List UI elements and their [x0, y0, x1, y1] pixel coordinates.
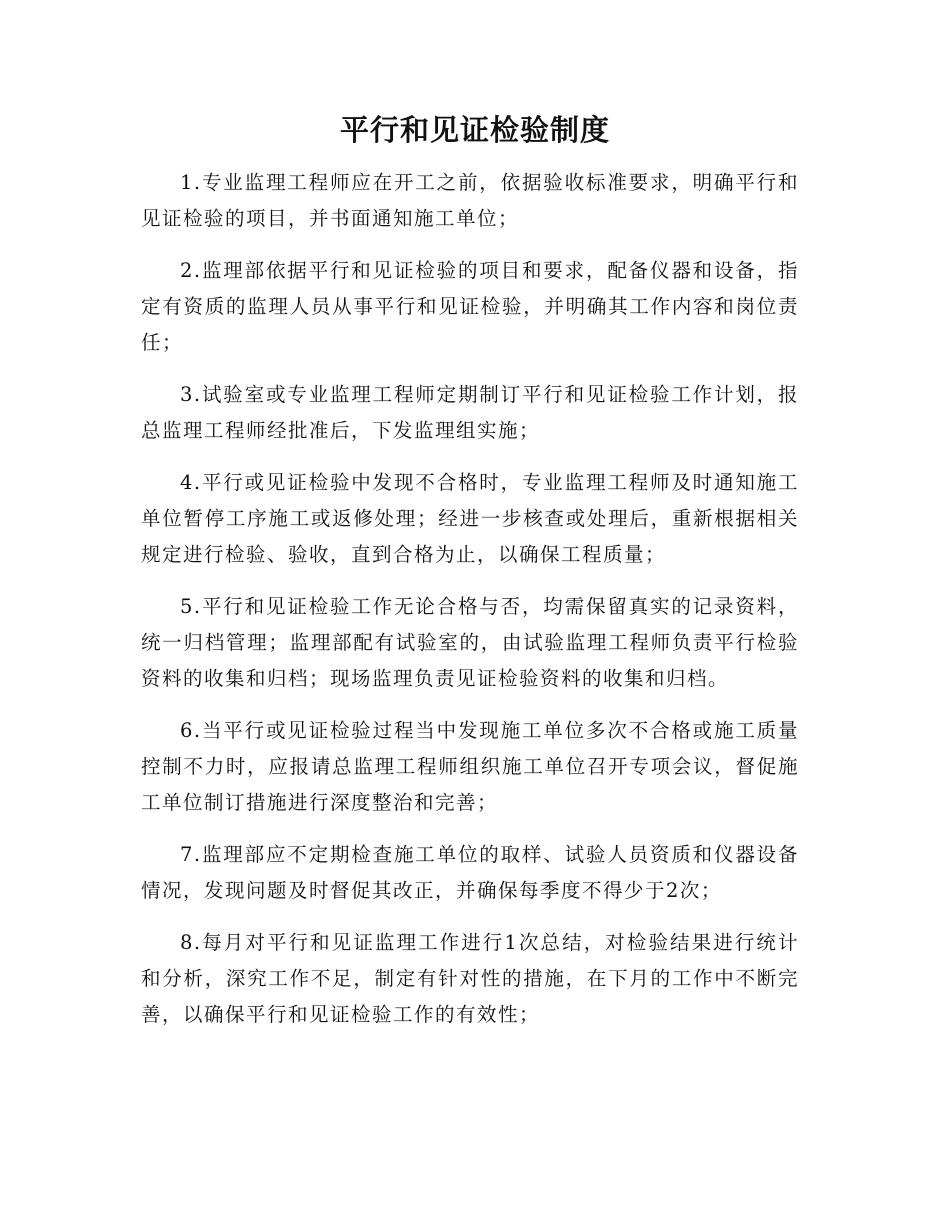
paragraph-4: 4.平行或见证检验中发现不合格时，专业监理工程师及时通知施工单位暂停工序施工或返修处理；经进一步核查或处理后，重新根据相关规定进行检验、验收，直到合格为止，以确保工程质量； [141, 471, 799, 566]
paragraph-8: 8.每月对平行和见证监理工作进行1次总结，对检验结果进行统计和分析，深究工作不足，制定有针对性的措施，在下月的工作中不断完善，以确保平行和见证检验工作的有效性； [141, 931, 799, 1026]
paragraph-1: 1.专业监理工程师应在开工之前，依据验收标准要求，明确平行和见证检验的项目，并书面通知施工单位； [141, 171, 799, 230]
paragraph-2: 2.监理部依据平行和见证检验的项目和要求，配备仪器和设备，指定有资质的监理人员从事平行和见证检验，并明确其工作内容和岗位责任； [141, 259, 799, 354]
paragraph-7: 7.监理部应不定期检查施工单位的取样、试验人员资质和仪器设备情况，发现问题及时督促其改正，并确保每季度不得少于2次； [141, 843, 799, 902]
paragraph-5: 5.平行和见证检验工作无论合格与否，均需保留真实的记录资料，统一归档管理；监理部配有试验室的，由试验监理工程师负责平行检验资料的收集和归档；现场监理负责见证检验资料的收集和归档。 [141, 595, 799, 690]
document-body [141, 165, 799, 1049]
document-title: 平行和见证检验制度 [339, 113, 610, 147]
paragraph-6: 6.当平行或见证检验过程当中发现施工单位多次不合格或施工质量控制不力时，应报请总监理工程师组织施工单位召开专项会议，督促施工单位制订措施进行深度整治和完善； [141, 719, 799, 814]
paragraph-3: 3.试验室或专业监理工程师定期制订平行和见证检验工作计划，报总监理工程师经批准后，下发监理组实施； [141, 383, 799, 442]
